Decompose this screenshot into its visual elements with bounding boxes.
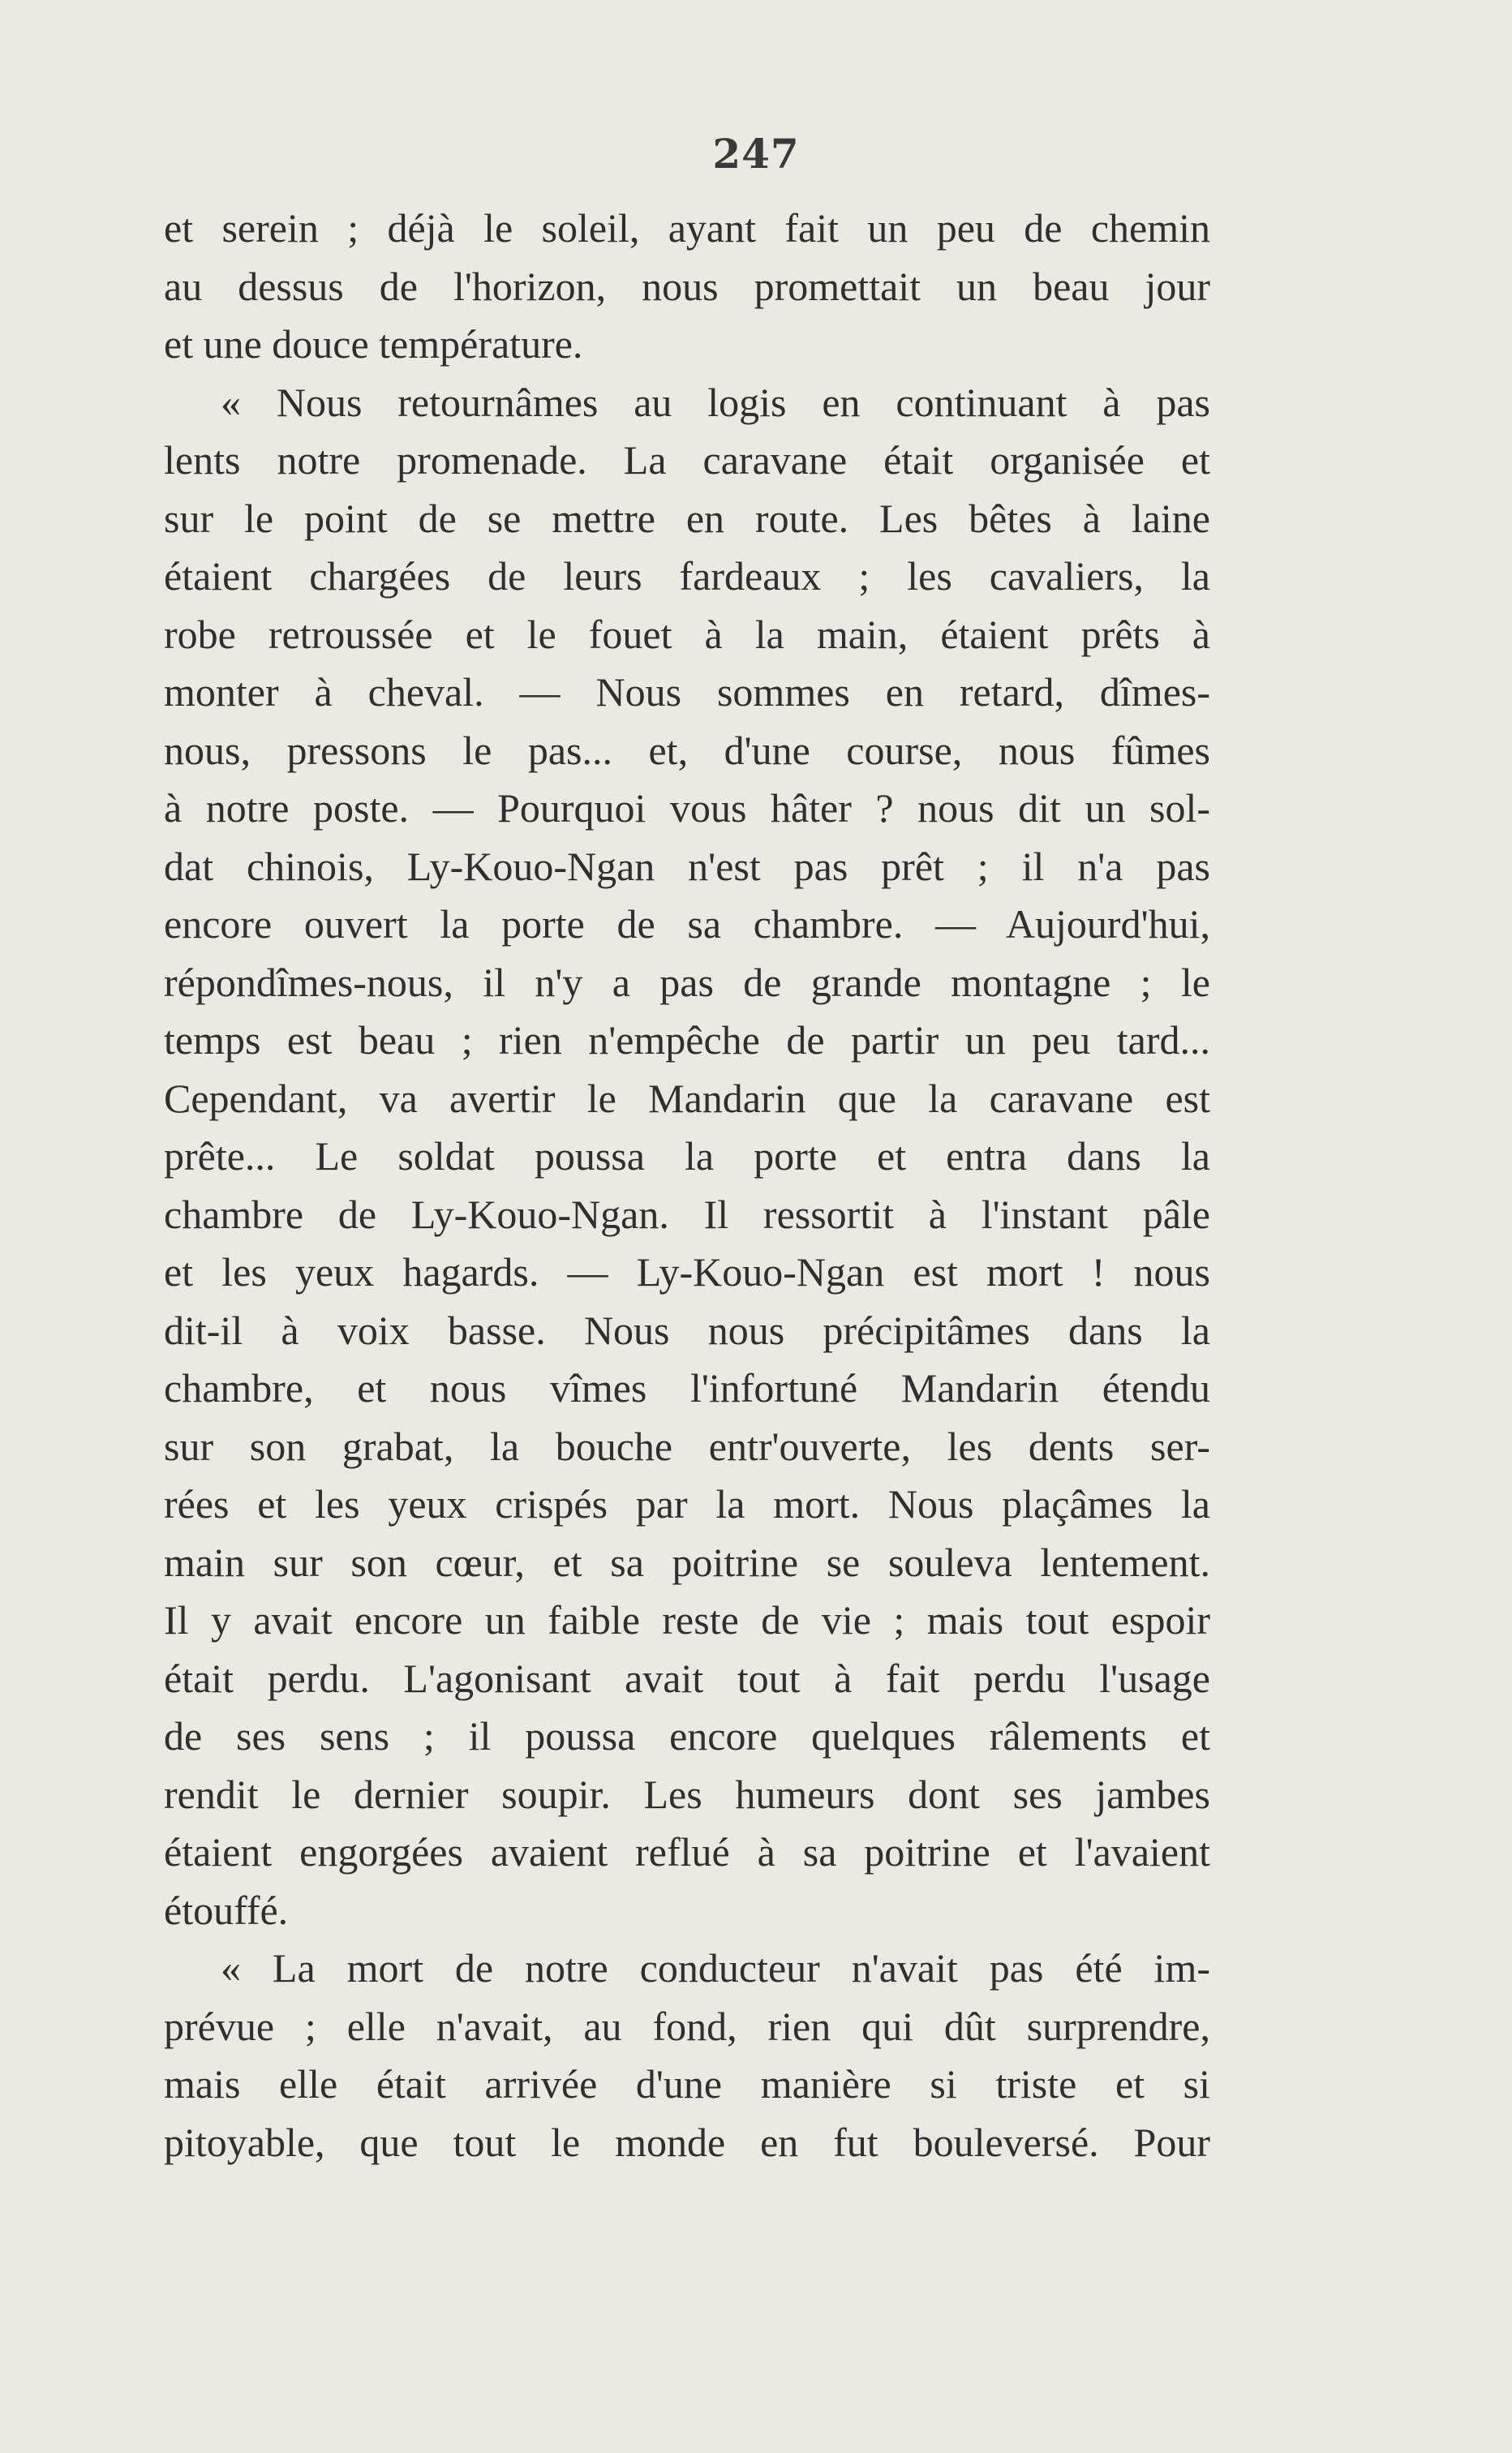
text-line: étouffé. bbox=[164, 1887, 289, 1933]
text-line: sur le point de se mettre en route. Les bêtes à laine bbox=[164, 495, 1210, 541]
text-line: robe retroussée et le fouet à la main, étaient prêts à bbox=[164, 611, 1210, 657]
text-line: chambre, et nous vîmes l'infortuné Mandarin étendu bbox=[164, 1365, 1210, 1411]
text-line: lents notre promenade. La caravane était organisée et bbox=[164, 437, 1210, 483]
text-line: encore ouvert la porte de sa chambre. — Aujourd'hui, bbox=[164, 901, 1210, 947]
text-line: main sur son cœur, et sa poitrine se souleva lentement. bbox=[164, 1539, 1210, 1585]
text-line: étaient chargées de leurs fardeaux ; les cavaliers, la bbox=[164, 553, 1210, 599]
text-line: était perdu. L'agonisant avait tout à fait perdu l'usage bbox=[164, 1655, 1210, 1701]
text-line: Il y avait encore un faible reste de vie ; mais tout espoir bbox=[164, 1597, 1210, 1643]
text-line: mais elle était arrivée d'une manière si triste et si bbox=[164, 2061, 1210, 2107]
text-line: pitoyable, que tout le monde en fut bouleversé. Pour bbox=[164, 2119, 1210, 2165]
text-line: dit-il à voix basse. Nous nous précipitâmes dans la bbox=[164, 1307, 1210, 1353]
text-line: nous, pressons le pas... et, d'une course, nous fûmes bbox=[164, 727, 1210, 773]
text-line: prête... Le soldat poussa la porte et entra dans la bbox=[164, 1133, 1210, 1179]
text-line: prévue ; elle n'avait, au fond, rien qui dût surprendre, bbox=[164, 2003, 1210, 2049]
text-line: rées et les yeux crispés par la mort. Nous plaçâmes la bbox=[164, 1481, 1210, 1527]
text-line: et serein ; déjà le soleil, ayant fait un peu de chemin bbox=[164, 205, 1210, 251]
text-line: « Nous retournâmes au logis en continuant à pas bbox=[221, 379, 1210, 425]
text-line: au dessus de l'horizon, nous promettait un beau jour bbox=[164, 263, 1210, 309]
text-line: de ses sens ; il poussa encore quelques râlements et bbox=[164, 1713, 1210, 1759]
body-text bbox=[164, 200, 1210, 2172]
text-line: étaient engorgées avaient reflué à sa poitrine et l'avaient bbox=[164, 1829, 1210, 1875]
text-line: à notre poste. — Pourquoi vous hâter ? nous dit un sol- bbox=[164, 785, 1210, 831]
text-line: et une douce température. bbox=[164, 321, 583, 367]
text-line: monter à cheval. — Nous sommes en retard, dîmes- bbox=[164, 669, 1210, 715]
text-line: temps est beau ; rien n'empêche de partir un peu tard... bbox=[164, 1017, 1210, 1063]
text-line: Cependant, va avertir le Mandarin que la caravane est bbox=[164, 1075, 1210, 1121]
text-line: rendit le dernier soupir. Les humeurs dont ses jambes bbox=[164, 1771, 1210, 1817]
text-line: et les yeux hagards. — Ly-Kouo-Ngan est mort ! nous bbox=[164, 1249, 1210, 1295]
text-line: sur son grabat, la bouche entr'ouverte, les dents ser- bbox=[164, 1423, 1210, 1469]
text-line: dat chinois, Ly-Kouo-Ngan n'est pas prêt ; il n'a pas bbox=[164, 843, 1210, 889]
page-number: 247 bbox=[712, 130, 800, 178]
text-line: répondîmes-nous, il n'y a pas de grande montagne ; le bbox=[164, 959, 1210, 1005]
text-line: « La mort de notre conducteur n'avait pas été im- bbox=[221, 1945, 1210, 1991]
text-line: chambre de Ly-Kouo-Ngan. Il ressortit à l'instant pâle bbox=[164, 1191, 1210, 1237]
